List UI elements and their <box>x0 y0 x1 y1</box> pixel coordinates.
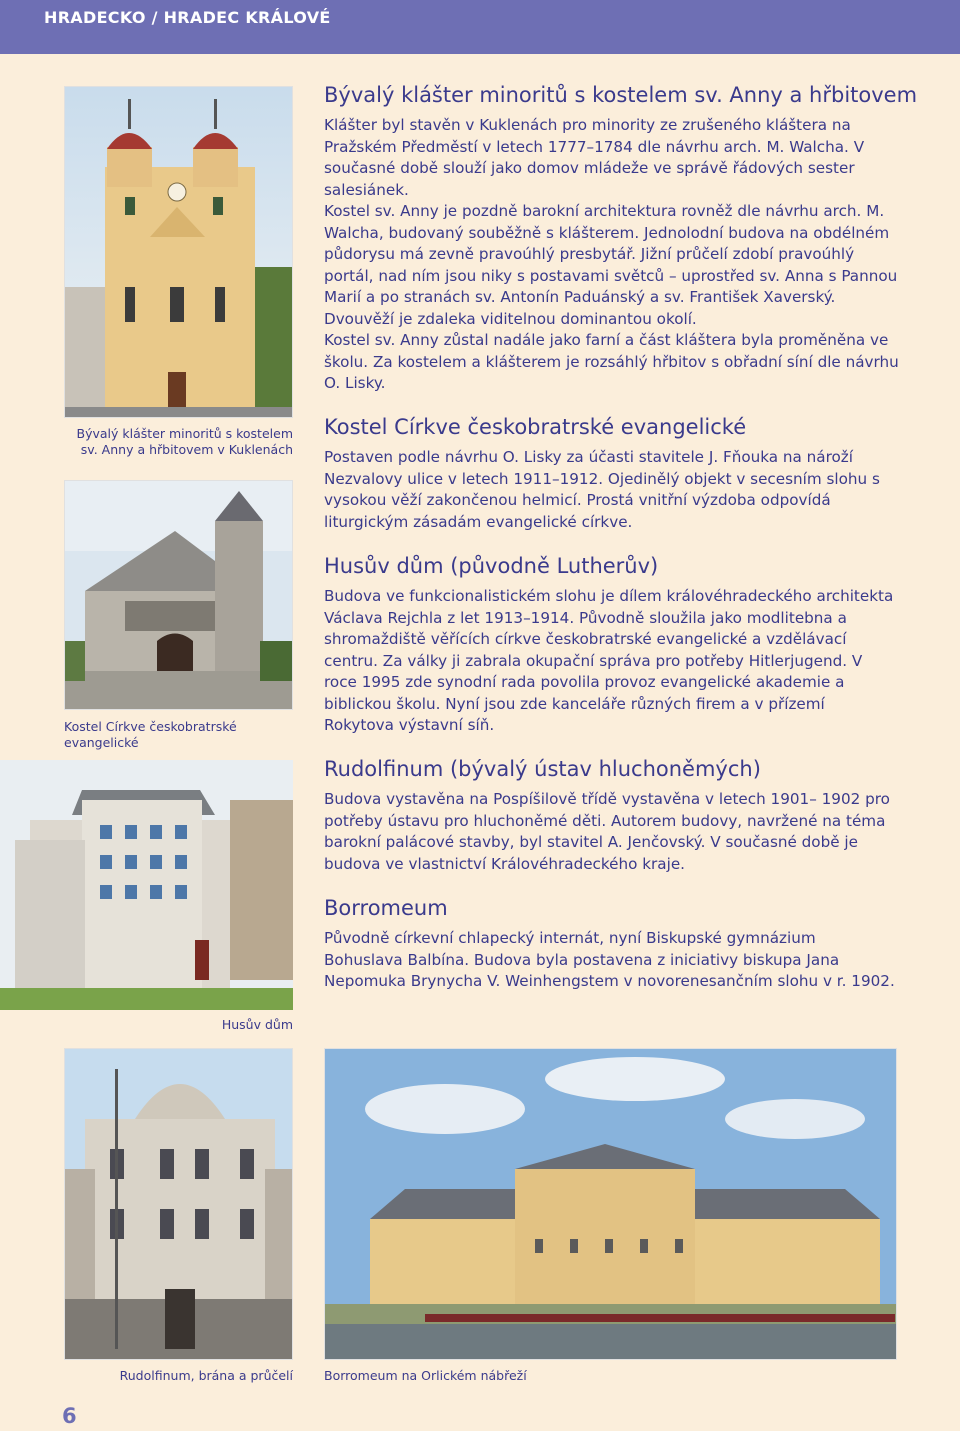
photo-rudolfinum <box>64 1048 293 1360</box>
section-body-evangelical <box>324 447 899 533</box>
section-title-rudolfinum: Rudolfinum (bývalý ústav hluchoněmých) <box>324 757 761 781</box>
photo-borromeum <box>324 1048 897 1360</box>
section-rudolfinum-paragraph: Budova vystavěna na Pospíšilově třídě vystavěna v letech 1901– 1902 pro potřeby ústavu pro hluchoněmé děti. Autorem budovy, navržené na téma barokní palácové stavby, byl stavitel A. Jenčovský. V současné době je budova ve vlastnictví Královéhradeckého kraje. <box>324 790 890 873</box>
caption-rudolfinum: Rudolfinum, brána a průčelí <box>119 1368 293 1383</box>
section-body-borromeum <box>324 928 899 993</box>
section-title-husuv-dum: Husův dům (původně Lutherův) <box>324 554 659 578</box>
section-body-rudolfinum <box>324 789 899 875</box>
caption-kuklena <box>64 426 293 458</box>
caption-evangelical: Kostel Církve českobratrské evangelické <box>64 719 237 750</box>
section-kuklena-paragraph: Kostel sv. Anny zůstal nadále jako farní a část kláštera byla proměněna ve školu. Za kostelem a klášterem je rozsáhlý hřbitov s obřadní síní dle návrhu O. Lisky. <box>324 331 899 392</box>
section-kuklena-paragraph: Klášter byl stavěn v Kuklenách pro minority ze zrušeného kláštera na Pražském Předměstí v letech 1777–1784 dle návrhu arch. M. Walcha. V současné době slouží jako domov mládeže ve správě řádových sester salesiánek. <box>324 116 865 199</box>
caption-kuklena-line1: Bývalý klášter minoritů s kostelem <box>76 426 293 441</box>
photo-husuv-dum <box>0 760 293 1010</box>
header-title: HRADECKO / HRADEC KRÁLOVÉ <box>44 8 331 27</box>
section-evangelical-paragraph: Postaven podle návrhu O. Lisky za účasti stavitele J. Fňouka na nároží Nezvalovy ulice v letech 1911–1912. Ojedinělý objekt v secesním slohu s vysokou věží zakončenou helmicí. Prostá vnitřní výzdoba odpovídá liturgickým zásadám evangelické církve. <box>324 448 880 531</box>
section-borromeum-paragraph: Původně církevní chlapecký internát, nyní Biskupské gymnázium Bohuslava Balbína. Budova byla postavena z iniciativy biskupa Jana Nepomuka Brynycha V. Weinhengstem v novorenesančním slohu v r. 1902. <box>324 929 895 990</box>
caption-kuklena-line2: sv. Anny a hřbitovem v Kuklenách <box>80 442 293 457</box>
caption-borromeum: Borromeum na Orlickém nábřeží <box>324 1368 527 1383</box>
section-title-kuklena: Bývalý klášter minoritů s kostelem sv. Anny a hřbitovem <box>324 83 918 107</box>
section-body-husuv-dum <box>324 586 899 737</box>
photo-evangelical-church <box>64 480 293 710</box>
photo-kuklena-church <box>64 86 293 418</box>
section-body-kuklena <box>324 115 899 395</box>
page-header <box>0 0 960 54</box>
page-number: 6 <box>62 1404 77 1428</box>
section-husuv-paragraph: Budova ve funkcionalistickém slohu je dílem královéhradeckého architekta Václava Rejchla z let 1913–1914. Původně sloužila jako modlitebna a shromaždiště věřících církve českobratrské evangelické a vzdělávací centru. Za války ji zabrala okupační správa pro potřeby Hitlerjugend. V roce 1995 zde synodní rada povolila provoz evangelické akademie a biblickou školu. Nyní jsou zde kanceláře různých firem a v přízemí Rokytova výstavní síň. <box>324 587 894 734</box>
section-title-evangelical: Kostel Církve českobratrské evangelické <box>324 415 747 439</box>
section-kuklena-paragraph: Kostel sv. Anny je pozdně barokní architektura rovněž dle návrhu arch. M. Walcha, budovaný souběžně s klášterem. Jednolodní budova na obdélném půdorysu má zevně pravoúhlý presbytář. Jižní průčelí zdobí pravoúhlý portál, nad ním jsou niky s postavami světců – uprostřed sv. Anna s Pannou Marií a po stranách sv. Antonín Paduánský a sv. František Xaverský. Dvouvěží je zdaleka viditelnou dominantou okolí. <box>324 202 898 328</box>
section-title-borromeum: Borromeum <box>324 896 448 920</box>
caption-husuv-dum: Husův dům <box>221 1017 293 1032</box>
